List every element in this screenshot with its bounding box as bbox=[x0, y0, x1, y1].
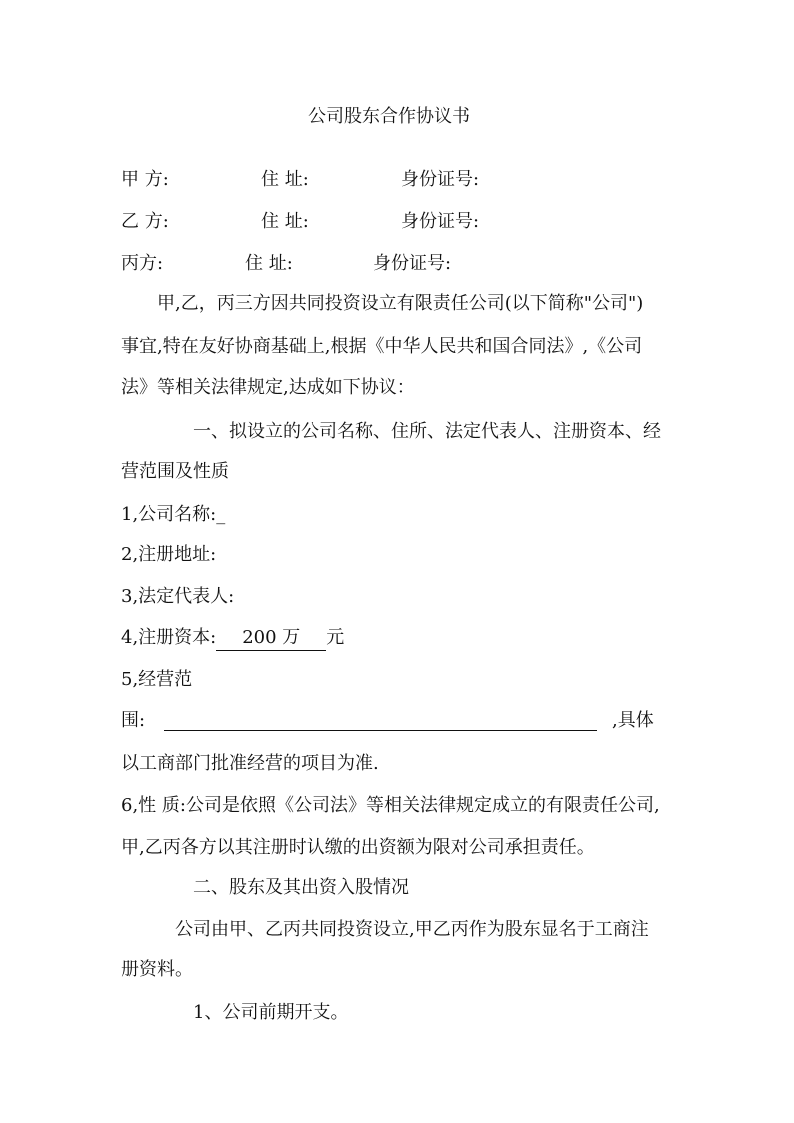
section2-heading: 二、股东及其出资入股情况 bbox=[193, 877, 409, 898]
item-nature: 甲,乙丙各方以其注册时认缴的出资额为限对公司承担责任。 bbox=[121, 837, 595, 858]
item-scope-label2: 围: bbox=[121, 710, 146, 731]
item-capital bbox=[121, 626, 344, 651]
section1-heading: 营范围及性质 bbox=[121, 461, 229, 482]
party-a-id: 身份证号: bbox=[401, 169, 480, 190]
party-a-label: 甲 方: bbox=[121, 169, 169, 190]
item-address: 2,注册地址: bbox=[121, 544, 217, 565]
section1-heading: 一、拟设立的公司名称、住所、法定代表人、注册资本、经 bbox=[193, 421, 661, 442]
party-b-label: 乙 方: bbox=[121, 211, 169, 232]
section2-para: 册资料。 bbox=[121, 959, 193, 980]
scope-blank-line bbox=[164, 730, 597, 731]
item-nature: 6,性 质:公司是依照《公司法》等相关法律规定成立的有限责任公司, bbox=[121, 795, 660, 816]
capital-unit: 元 bbox=[326, 627, 345, 648]
party-c-address: 住 址: bbox=[245, 253, 293, 274]
intro-line: 甲,乙，丙三方因共同投资设立有限责任公司(以下简称"公司") bbox=[157, 293, 644, 314]
party-c-label: 丙方: bbox=[121, 253, 164, 274]
party-b-address: 住 址: bbox=[261, 211, 309, 232]
intro-line: 事宜,特在友好协商基础上,根据《中华人民共和国合同法》,《公司 bbox=[121, 336, 643, 357]
document-title: 公司股东合作协议书 bbox=[308, 106, 470, 127]
section2-para: 公司由甲、乙丙共同投资设立,甲乙丙作为股东显名于工商注 bbox=[175, 919, 649, 940]
item-company-name: 1,公司名称:_ bbox=[121, 504, 226, 525]
scope-suffix: ,具体 bbox=[612, 710, 654, 731]
capital-label: 4,注册资本: bbox=[121, 627, 217, 648]
item-legal-rep: 3,法定代表人: bbox=[121, 586, 235, 607]
scope-tail: 以工商部门批准经营的项目为准. bbox=[121, 753, 379, 774]
party-a-address: 住 址: bbox=[261, 169, 309, 190]
party-c-id: 身份证号: bbox=[373, 253, 452, 274]
party-b-id: 身份证号: bbox=[401, 211, 480, 232]
capital-value: 200 万 bbox=[216, 626, 326, 651]
section2-item1: 1、公司前期开支。 bbox=[193, 1002, 349, 1023]
intro-line: 法》等相关法律规定,达成如下协议： bbox=[121, 377, 415, 398]
item-scope-label: 5,经营范 bbox=[121, 669, 193, 690]
